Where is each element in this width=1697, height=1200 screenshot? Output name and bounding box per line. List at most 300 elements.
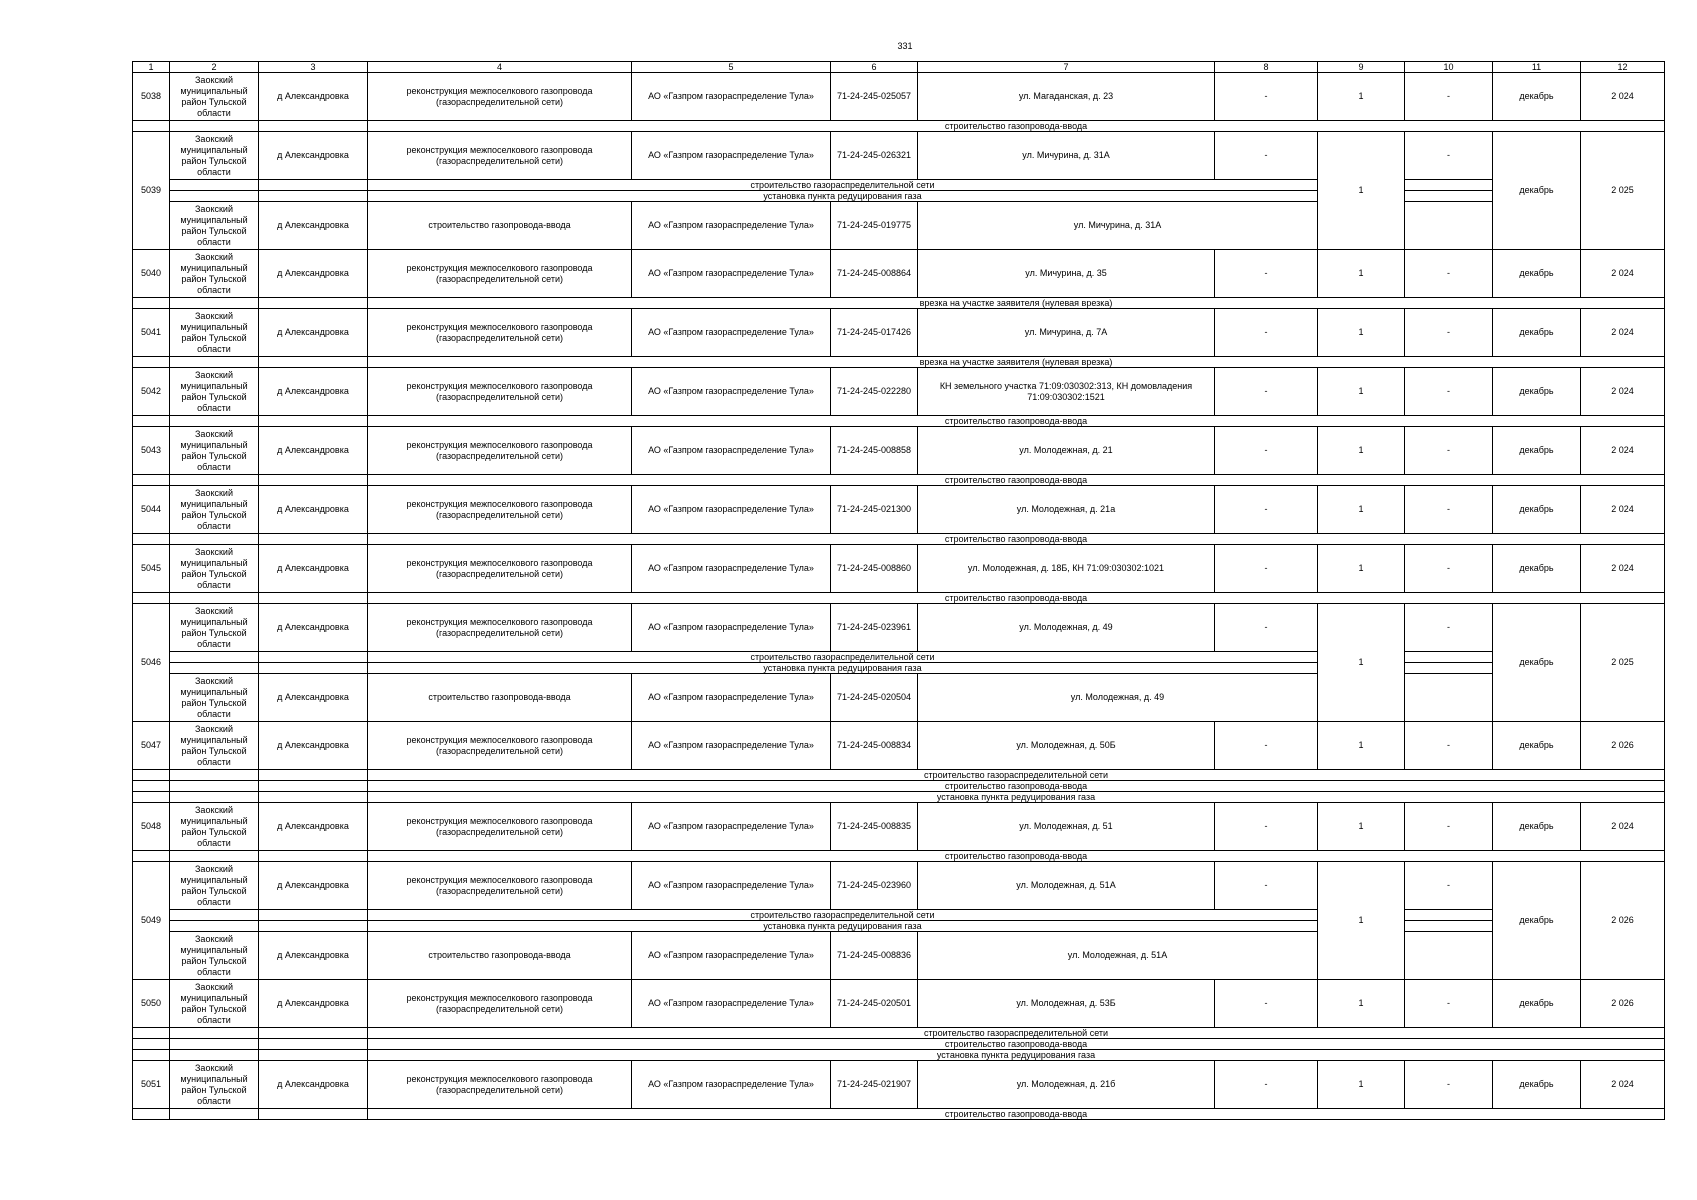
sub-row xyxy=(133,652,1665,663)
empty-cell xyxy=(259,770,368,781)
address-cell: ул. Молодежная, д. 50Б xyxy=(918,722,1215,770)
table-row xyxy=(133,427,1665,475)
address-cell: КН земельного участка 71:09:030302:313, КН домовладения 71:09:030302:1521 xyxy=(918,368,1215,416)
empty-cell xyxy=(170,1050,259,1061)
year-cell: 2 024 xyxy=(1581,250,1665,298)
empty-cell xyxy=(133,1039,170,1050)
entry-number: 5046 xyxy=(133,604,170,722)
empty-cell xyxy=(259,792,368,803)
empty-cell xyxy=(259,121,368,132)
table-row xyxy=(133,368,1665,416)
entry-number: 5040 xyxy=(133,250,170,298)
sub-row xyxy=(133,770,1665,781)
work-type-cell: реконструкция межпоселкового газопровода (газораспределительной сети) xyxy=(368,722,632,770)
district-cell: Заокский муниципальный район Тульской области xyxy=(170,309,259,357)
sub-row xyxy=(133,1109,1665,1120)
empty-cell xyxy=(1405,202,1493,250)
col10-cell: - xyxy=(1405,486,1493,534)
empty-cell xyxy=(259,593,368,604)
sub-row xyxy=(133,910,1665,921)
column-number: 8 xyxy=(1215,62,1318,73)
district-cell: Заокский муниципальный район Тульской области xyxy=(170,722,259,770)
page-number: 331 xyxy=(897,41,913,51)
col10-cell: - xyxy=(1405,309,1493,357)
entry-number: 5042 xyxy=(133,368,170,416)
table-row xyxy=(133,862,1665,910)
empty-cell xyxy=(1405,180,1493,191)
address-cell: ул. Мичурина, д. 7А xyxy=(918,309,1215,357)
empty-cell xyxy=(1405,652,1493,663)
month-cell: декабрь xyxy=(1493,1061,1581,1109)
sub-work-text: строительство газопровода-ввода xyxy=(368,534,1665,545)
col8-cell: - xyxy=(1215,73,1318,121)
col8-cell: - xyxy=(1215,604,1318,652)
sub-work-text: строительство газопровода-ввода xyxy=(368,851,1665,862)
table-row xyxy=(133,132,1665,180)
code-cell: 71-24-245-008858 xyxy=(831,427,918,475)
empty-cell xyxy=(1405,191,1493,202)
sub-row xyxy=(133,1028,1665,1039)
sub-row xyxy=(133,851,1665,862)
month-cell: декабрь xyxy=(1493,722,1581,770)
sub-row xyxy=(133,180,1665,191)
code-cell: 71-24-245-008835 xyxy=(831,803,918,851)
address-cell: ул. Молодежная, д. 51А xyxy=(918,862,1215,910)
address-cell: ул. Молодежная, д. 51А xyxy=(918,932,1318,980)
locality-cell: д Александровка xyxy=(259,202,368,250)
empty-cell xyxy=(259,663,368,674)
year-cell: 2 024 xyxy=(1581,309,1665,357)
year-cell: 2 025 xyxy=(1581,604,1665,722)
column-number: 6 xyxy=(831,62,918,73)
month-cell: декабрь xyxy=(1493,545,1581,593)
col8-cell: - xyxy=(1215,368,1318,416)
year-cell: 2 026 xyxy=(1581,862,1665,980)
code-cell: 71-24-245-023961 xyxy=(831,604,918,652)
empty-cell xyxy=(170,357,259,368)
code-cell: 71-24-245-023960 xyxy=(831,862,918,910)
locality-cell: д Александровка xyxy=(259,803,368,851)
month-cell: декабрь xyxy=(1493,309,1581,357)
locality-cell: д Александровка xyxy=(259,427,368,475)
empty-cell xyxy=(259,781,368,792)
organization-cell: АО «Газпром газораспределение Тула» xyxy=(632,132,831,180)
organization-cell: АО «Газпром газораспределение Тула» xyxy=(632,722,831,770)
code-cell: 71-24-245-008834 xyxy=(831,722,918,770)
col10-cell: - xyxy=(1405,368,1493,416)
column-number: 1 xyxy=(133,62,170,73)
sub-work-text: строительство газораспределительной сети xyxy=(368,770,1665,781)
sub-row xyxy=(133,1050,1665,1061)
organization-cell: АО «Газпром газораспределение Тула» xyxy=(632,545,831,593)
column-number: 4 xyxy=(368,62,632,73)
district-cell: Заокский муниципальный район Тульской области xyxy=(170,73,259,121)
entry-number: 5045 xyxy=(133,545,170,593)
empty-cell xyxy=(259,921,368,932)
empty-cell xyxy=(133,792,170,803)
empty-cell xyxy=(133,781,170,792)
month-cell: декабрь xyxy=(1493,604,1581,722)
month-cell: декабрь xyxy=(1493,250,1581,298)
col10-cell: - xyxy=(1405,722,1493,770)
month-cell: декабрь xyxy=(1493,427,1581,475)
entry-number: 5050 xyxy=(133,980,170,1028)
month-cell: декабрь xyxy=(1493,132,1581,250)
col8-cell: - xyxy=(1215,862,1318,910)
year-cell: 2 026 xyxy=(1581,722,1665,770)
year-cell: 2 024 xyxy=(1581,73,1665,121)
district-cell: Заокский муниципальный район Тульской области xyxy=(170,932,259,980)
district-cell: Заокский муниципальный район Тульской области xyxy=(170,604,259,652)
column-number: 12 xyxy=(1581,62,1665,73)
empty-cell xyxy=(259,180,368,191)
empty-cell xyxy=(259,534,368,545)
locality-cell: д Александровка xyxy=(259,862,368,910)
work-type-cell: реконструкция межпоселкового газопровода (газораспределительной сети) xyxy=(368,604,632,652)
locality-cell: д Александровка xyxy=(259,368,368,416)
col8-cell: - xyxy=(1215,309,1318,357)
sub-row xyxy=(133,298,1665,309)
code-cell: 71-24-245-020504 xyxy=(831,674,918,722)
column-number: 9 xyxy=(1318,62,1405,73)
district-cell: Заокский муниципальный район Тульской области xyxy=(170,486,259,534)
work-type-cell: реконструкция межпоселкового газопровода (газораспределительной сети) xyxy=(368,427,632,475)
entry-number: 5048 xyxy=(133,803,170,851)
empty-cell xyxy=(170,593,259,604)
sub-row xyxy=(133,921,1665,932)
district-cell: Заокский муниципальный район Тульской области xyxy=(170,202,259,250)
col9-cell: 1 xyxy=(1318,368,1405,416)
sub-work-text: установка пункта редуцирования газа xyxy=(368,663,1318,674)
sub-work-text: строительство газопровода-ввода xyxy=(368,121,1665,132)
empty-cell xyxy=(133,851,170,862)
empty-cell xyxy=(170,1109,259,1120)
address-cell: ул. Молодежная, д. 21а xyxy=(918,486,1215,534)
sub-row xyxy=(133,781,1665,792)
sub-row xyxy=(133,475,1665,486)
district-cell: Заокский муниципальный район Тульской области xyxy=(170,132,259,180)
table-row xyxy=(133,486,1665,534)
col10-cell: - xyxy=(1405,250,1493,298)
table-row xyxy=(133,545,1665,593)
year-cell: 2 024 xyxy=(1581,1061,1665,1109)
col10-cell: - xyxy=(1405,73,1493,121)
empty-cell xyxy=(133,593,170,604)
locality-cell: д Александровка xyxy=(259,309,368,357)
sub-row xyxy=(133,663,1665,674)
empty-cell xyxy=(170,475,259,486)
column-number-row xyxy=(133,62,1665,73)
work-type-cell: реконструкция межпоселкового газопровода (газораспределительной сети) xyxy=(368,73,632,121)
sub-work-text: врезка на участке заявителя (нулевая врезка) xyxy=(368,298,1665,309)
sub-row xyxy=(133,792,1665,803)
entry-number: 5051 xyxy=(133,1061,170,1109)
sub-work-text: строительство газораспределительной сети xyxy=(368,1028,1665,1039)
district-cell: Заокский муниципальный район Тульской области xyxy=(170,980,259,1028)
work-type-cell: строительство газопровода-ввода xyxy=(368,674,632,722)
organization-cell: АО «Газпром газораспределение Тула» xyxy=(632,202,831,250)
sub-work-text: строительство газопровода-ввода xyxy=(368,416,1665,427)
empty-cell xyxy=(1405,932,1493,980)
year-cell: 2 024 xyxy=(1581,486,1665,534)
district-cell: Заокский муниципальный район Тульской области xyxy=(170,674,259,722)
code-cell: 71-24-245-017426 xyxy=(831,309,918,357)
table-row xyxy=(133,722,1665,770)
empty-cell xyxy=(259,416,368,427)
code-cell: 71-24-245-008860 xyxy=(831,545,918,593)
work-type-cell: реконструкция межпоселкового газопровода (газораспределительной сети) xyxy=(368,980,632,1028)
table-row xyxy=(133,932,1665,980)
year-cell: 2 024 xyxy=(1581,427,1665,475)
organization-cell: АО «Газпром газораспределение Тула» xyxy=(632,73,831,121)
sub-row xyxy=(133,121,1665,132)
sub-row xyxy=(133,593,1665,604)
col9-cell: 1 xyxy=(1318,862,1405,980)
locality-cell: д Александровка xyxy=(259,486,368,534)
organization-cell: АО «Газпром газораспределение Тула» xyxy=(632,862,831,910)
empty-cell xyxy=(170,180,259,191)
code-cell: 71-24-245-021907 xyxy=(831,1061,918,1109)
work-type-cell: реконструкция межпоселкового газопровода (газораспределительной сети) xyxy=(368,250,632,298)
empty-cell xyxy=(259,1028,368,1039)
locality-cell: д Александровка xyxy=(259,980,368,1028)
sub-work-text: строительство газораспределительной сети xyxy=(368,652,1318,663)
sub-row xyxy=(133,357,1665,368)
empty-cell xyxy=(259,1109,368,1120)
entry-number: 5039 xyxy=(133,132,170,250)
col9-cell: 1 xyxy=(1318,545,1405,593)
empty-cell xyxy=(170,851,259,862)
col10-cell: - xyxy=(1405,132,1493,180)
locality-cell: д Александровка xyxy=(259,932,368,980)
col9-cell: 1 xyxy=(1318,803,1405,851)
empty-cell xyxy=(133,121,170,132)
col10-cell: - xyxy=(1405,1061,1493,1109)
year-cell: 2 024 xyxy=(1581,545,1665,593)
table-row xyxy=(133,250,1665,298)
col9-cell: 1 xyxy=(1318,604,1405,722)
month-cell: декабрь xyxy=(1493,368,1581,416)
col8-cell: - xyxy=(1215,427,1318,475)
district-cell: Заокский муниципальный район Тульской области xyxy=(170,862,259,910)
address-cell: ул. Мичурина, д. 35 xyxy=(918,250,1215,298)
col8-cell: - xyxy=(1215,250,1318,298)
sub-row xyxy=(133,191,1665,202)
work-type-cell: реконструкция межпоселкового газопровода (газораспределительной сети) xyxy=(368,486,632,534)
register-body xyxy=(133,62,1665,1120)
address-cell: ул. Мичурина, д. 31А xyxy=(918,202,1318,250)
entry-number: 5044 xyxy=(133,486,170,534)
organization-cell: АО «Газпром газораспределение Тула» xyxy=(632,309,831,357)
table-row xyxy=(133,73,1665,121)
table-row xyxy=(133,980,1665,1028)
empty-cell xyxy=(170,910,259,921)
empty-cell xyxy=(170,1028,259,1039)
empty-cell xyxy=(170,781,259,792)
code-cell: 71-24-245-022280 xyxy=(831,368,918,416)
register-sheet xyxy=(132,61,1665,1120)
col10-cell: - xyxy=(1405,604,1493,652)
address-cell: ул. Молодежная, д. 21 xyxy=(918,427,1215,475)
entry-number: 5047 xyxy=(133,722,170,770)
address-cell: ул. Мичурина, д. 31А xyxy=(918,132,1215,180)
work-type-cell: реконструкция межпоселкового газопровода (газораспределительной сети) xyxy=(368,862,632,910)
empty-cell xyxy=(259,1039,368,1050)
work-type-cell: реконструкция межпоселкового газопровода (газораспределительной сети) xyxy=(368,368,632,416)
organization-cell: АО «Газпром газораспределение Тула» xyxy=(632,486,831,534)
col8-cell: - xyxy=(1215,545,1318,593)
empty-cell xyxy=(170,663,259,674)
locality-cell: д Александровка xyxy=(259,73,368,121)
sub-work-text: строительство газопровода-ввода xyxy=(368,1039,1665,1050)
sub-work-text: строительство газораспределительной сети xyxy=(368,180,1318,191)
district-cell: Заокский муниципальный район Тульской области xyxy=(170,427,259,475)
empty-cell xyxy=(259,851,368,862)
organization-cell: АО «Газпром газораспределение Тула» xyxy=(632,803,831,851)
address-cell: ул. Магаданская, д. 23 xyxy=(918,73,1215,121)
work-type-cell: строительство газопровода-ввода xyxy=(368,932,632,980)
work-type-cell: реконструкция межпоселкового газопровода (газораспределительной сети) xyxy=(368,545,632,593)
work-type-cell: реконструкция межпоселкового газопровода (газораспределительной сети) xyxy=(368,803,632,851)
locality-cell: д Александровка xyxy=(259,1061,368,1109)
organization-cell: АО «Газпром газораспределение Тула» xyxy=(632,674,831,722)
table-row xyxy=(133,803,1665,851)
empty-cell xyxy=(170,416,259,427)
col8-cell: - xyxy=(1215,803,1318,851)
sub-row xyxy=(133,416,1665,427)
empty-cell xyxy=(133,298,170,309)
sub-work-text: строительство газопровода-ввода xyxy=(368,475,1665,486)
table-row xyxy=(133,604,1665,652)
address-cell: ул. Молодежная, д. 49 xyxy=(918,604,1215,652)
district-cell: Заокский муниципальный район Тульской области xyxy=(170,368,259,416)
work-type-cell: строительство газопровода-ввода xyxy=(368,202,632,250)
empty-cell xyxy=(170,921,259,932)
col9-cell: 1 xyxy=(1318,132,1405,250)
empty-cell xyxy=(133,1050,170,1061)
empty-cell xyxy=(259,1050,368,1061)
empty-cell xyxy=(133,1109,170,1120)
address-cell: ул. Молодежная, д. 51 xyxy=(918,803,1215,851)
locality-cell: д Александровка xyxy=(259,722,368,770)
month-cell: декабрь xyxy=(1493,803,1581,851)
empty-cell xyxy=(133,534,170,545)
organization-cell: АО «Газпром газораспределение Тула» xyxy=(632,980,831,1028)
year-cell: 2 025 xyxy=(1581,132,1665,250)
empty-cell xyxy=(170,770,259,781)
code-cell: 71-24-245-020501 xyxy=(831,980,918,1028)
sub-work-text: строительство газораспределительной сети xyxy=(368,910,1318,921)
register-table xyxy=(132,61,1665,1120)
locality-cell: д Александровка xyxy=(259,604,368,652)
sub-work-text: установка пункта редуцирования газа xyxy=(368,1050,1665,1061)
column-number: 3 xyxy=(259,62,368,73)
empty-cell xyxy=(133,475,170,486)
col9-cell: 1 xyxy=(1318,427,1405,475)
district-cell: Заокский муниципальный район Тульской области xyxy=(170,803,259,851)
work-type-cell: реконструкция межпоселкового газопровода (газораспределительной сети) xyxy=(368,309,632,357)
district-cell: Заокский муниципальный район Тульской области xyxy=(170,250,259,298)
address-cell: ул. Молодежная, д. 18Б, КН 71:09:030302:1021 xyxy=(918,545,1215,593)
locality-cell: д Александровка xyxy=(259,250,368,298)
column-number: 11 xyxy=(1493,62,1581,73)
sub-work-text: строительство газопровода-ввода xyxy=(368,781,1665,792)
organization-cell: АО «Газпром газораспределение Тула» xyxy=(632,250,831,298)
col10-cell: - xyxy=(1405,427,1493,475)
empty-cell xyxy=(259,357,368,368)
col10-cell: - xyxy=(1405,980,1493,1028)
col9-cell: 1 xyxy=(1318,980,1405,1028)
empty-cell xyxy=(259,191,368,202)
work-type-cell: реконструкция межпоселкового газопровода (газораспределительной сети) xyxy=(368,1061,632,1109)
empty-cell xyxy=(133,357,170,368)
empty-cell xyxy=(259,298,368,309)
col9-cell: 1 xyxy=(1318,1061,1405,1109)
locality-cell: д Александровка xyxy=(259,545,368,593)
code-cell: 71-24-245-008864 xyxy=(831,250,918,298)
district-cell: Заокский муниципальный район Тульской области xyxy=(170,1061,259,1109)
table-row xyxy=(133,202,1665,250)
district-cell: Заокский муниципальный район Тульской области xyxy=(170,545,259,593)
code-cell: 71-24-245-019775 xyxy=(831,202,918,250)
empty-cell xyxy=(170,1039,259,1050)
organization-cell: АО «Газпром газораспределение Тула» xyxy=(632,604,831,652)
empty-cell xyxy=(170,792,259,803)
sub-row xyxy=(133,534,1665,545)
empty-cell xyxy=(259,475,368,486)
work-type-cell: реконструкция межпоселкового газопровода (газораспределительной сети) xyxy=(368,132,632,180)
locality-cell: д Александровка xyxy=(259,674,368,722)
column-number: 5 xyxy=(632,62,831,73)
organization-cell: АО «Газпром газораспределение Тула» xyxy=(632,932,831,980)
organization-cell: АО «Газпром газораспределение Тула» xyxy=(632,368,831,416)
year-cell: 2 024 xyxy=(1581,803,1665,851)
code-cell: 71-24-245-025057 xyxy=(831,73,918,121)
column-number: 7 xyxy=(918,62,1215,73)
table-row xyxy=(133,309,1665,357)
sub-work-text: установка пункта редуцирования газа xyxy=(368,921,1318,932)
empty-cell xyxy=(1405,674,1493,722)
empty-cell xyxy=(133,770,170,781)
address-cell: ул. Молодежная, д. 53Б xyxy=(918,980,1215,1028)
entry-number: 5043 xyxy=(133,427,170,475)
empty-cell xyxy=(133,1028,170,1039)
table-row xyxy=(133,674,1665,722)
col8-cell: - xyxy=(1215,722,1318,770)
month-cell: декабрь xyxy=(1493,73,1581,121)
organization-cell: АО «Газпром газораспределение Тула» xyxy=(632,1061,831,1109)
empty-cell xyxy=(259,652,368,663)
empty-cell xyxy=(1405,910,1493,921)
col8-cell: - xyxy=(1215,132,1318,180)
empty-cell xyxy=(170,298,259,309)
year-cell: 2 024 xyxy=(1581,368,1665,416)
col8-cell: - xyxy=(1215,1061,1318,1109)
empty-cell xyxy=(259,910,368,921)
code-cell: 71-24-245-026321 xyxy=(831,132,918,180)
sub-work-text: строительство газопровода-ввода xyxy=(368,1109,1665,1120)
sub-row xyxy=(133,1039,1665,1050)
code-cell: 71-24-245-021300 xyxy=(831,486,918,534)
col9-cell: 1 xyxy=(1318,309,1405,357)
col9-cell: 1 xyxy=(1318,722,1405,770)
column-number: 2 xyxy=(170,62,259,73)
sub-work-text: строительство газопровода-ввода xyxy=(368,593,1665,604)
month-cell: декабрь xyxy=(1493,486,1581,534)
col9-cell: 1 xyxy=(1318,486,1405,534)
col9-cell: 1 xyxy=(1318,73,1405,121)
sub-work-text: установка пункта редуцирования газа xyxy=(368,792,1665,803)
